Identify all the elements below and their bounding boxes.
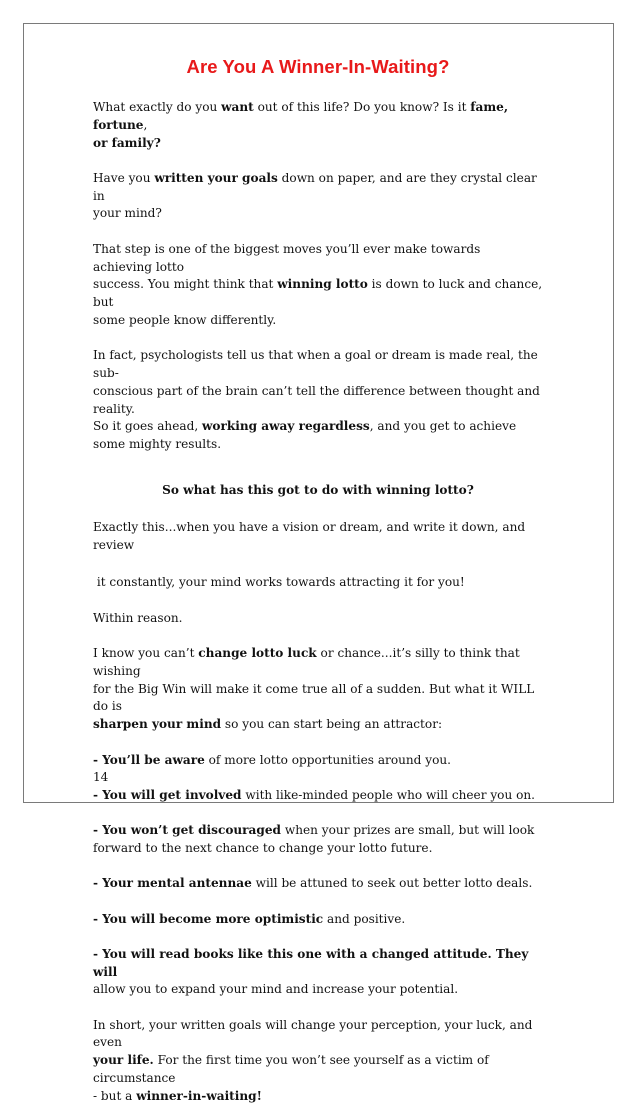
paragraph-in-short (93, 1017, 543, 1106)
text: success. You might think that (93, 277, 278, 292)
text: for the Big Win will make it come true all of a sudden. But what it WILL do is (93, 681, 535, 714)
text: For the first time you won’t see yourself as a victim of circumstance (93, 1053, 489, 1086)
paragraph-goals (93, 170, 543, 223)
bold-text: change lotto luck (198, 646, 317, 661)
section-heading: So what has this got to do with winning lotto? (162, 483, 474, 498)
text: forward to the next chance to change your lotto future. (93, 840, 433, 855)
page-title: Are You A Winner-In-Waiting? (186, 56, 450, 77)
text: with like-minded people who will cheer you on. (241, 787, 535, 802)
bold-text: - You will become more optimistic (93, 911, 324, 926)
bold-text: - You will get involved (93, 787, 242, 802)
text: Have you (93, 170, 155, 185)
text: What exactly do you (93, 100, 222, 114)
text: out of this life? Do you know? Is it (253, 100, 471, 114)
text: will be attuned to seek out better lotto deals. (251, 876, 533, 891)
bold-text: fame, fortune (93, 100, 509, 132)
paragraph-know (93, 645, 543, 734)
bullet-item (93, 911, 543, 929)
bold-text: - You won’t get discouraged (93, 823, 282, 838)
bold-text: written your goals (154, 170, 278, 185)
text: some mighty results. (93, 437, 222, 452)
paragraph-psychologists (93, 347, 543, 454)
text: and positive. (323, 911, 406, 926)
bold-text: sharpen your mind (93, 717, 222, 732)
text: I know you can’t (93, 646, 199, 661)
bullet-item (93, 946, 543, 999)
paragraph-want (93, 99, 543, 152)
text: is down to luck and chance, but (93, 277, 543, 310)
text: - but a (93, 1088, 137, 1103)
text: , (143, 117, 148, 132)
bold-text: working away regardless (202, 419, 370, 434)
bold-text: winning lotto (277, 277, 368, 292)
text: That step is one of the biggest moves you’ll ever make towards achieving lotto (93, 241, 481, 274)
bullet-item (93, 787, 543, 805)
paragraph-exactly (93, 519, 543, 555)
paragraph-constantly (93, 574, 543, 592)
bold-text: want (221, 100, 254, 114)
bold-text: or family? (93, 135, 161, 150)
text: In short, your written goals will change your perception, your luck, and even (93, 1017, 533, 1050)
text: In fact, psychologists tell us that when a goal or dream is made real, the sub- (93, 348, 538, 381)
bold-text: - You’ll be aware (93, 752, 205, 767)
paragraph-within-reason (93, 610, 543, 628)
bold-text: winner-in-waiting! (136, 1088, 262, 1103)
bold-text: your life. (93, 1053, 154, 1068)
text: when your prizes are small, but will look (281, 823, 535, 838)
text: so you can start being an attractor: (221, 717, 443, 732)
text: your mind? (93, 206, 162, 221)
page-number: 14 (93, 770, 109, 784)
text: or chance...it’s silly to think that wishing (93, 646, 520, 678)
page-content (93, 55, 543, 1106)
bullet-item (93, 822, 543, 858)
text: conscious part of the brain can’t tell the difference between thought and reality. (93, 383, 540, 416)
text: So it goes ahead, (93, 419, 203, 434)
bullet-item (93, 752, 543, 770)
text: , and you get to achieve (369, 419, 517, 434)
text: Within reason. (93, 610, 183, 625)
text: allow you to expand your mind and increase your potential. (93, 982, 459, 997)
bold-text: - Your mental antennae (93, 876, 252, 891)
text: it constantly, your mind works towards attracting it for you! (93, 575, 465, 590)
text: of more lotto opportunities around you. (204, 752, 452, 767)
paragraph-step (93, 241, 543, 330)
text: down on paper, and are they crystal clear in (93, 170, 537, 203)
text: some people know differently. (93, 312, 277, 327)
text: Exactly this...when you have a vision or dream, and write it down, and review (93, 519, 526, 552)
bold-text: - You will read books like this one with a changed attitude. They will (93, 946, 529, 979)
bullet-item (93, 875, 543, 893)
